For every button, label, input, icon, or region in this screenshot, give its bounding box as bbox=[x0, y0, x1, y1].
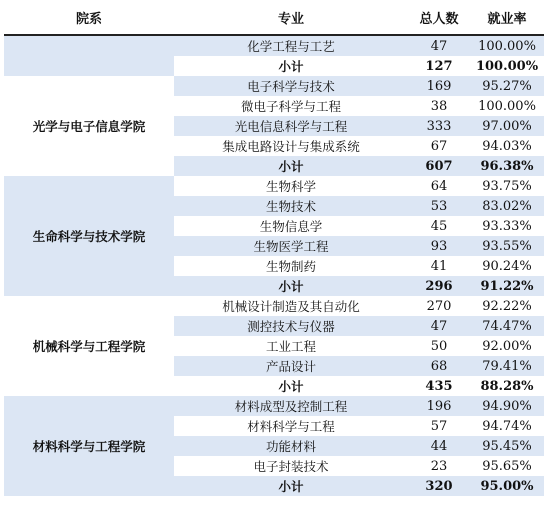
rate-cell: 100.00% bbox=[478, 98, 536, 114]
header-college: 院系 bbox=[4, 0, 174, 35]
count-cell: 45 bbox=[430, 218, 448, 234]
major-cell: 产品设计 bbox=[174, 356, 408, 376]
major-cell: 电子科学与技术 bbox=[174, 76, 408, 96]
major-cell: 电子封装技术 bbox=[253, 459, 329, 474]
college-cell bbox=[4, 35, 174, 76]
count-cell: 68 bbox=[408, 356, 470, 376]
rate-cell: 79.41% bbox=[470, 356, 544, 376]
header-major: 专业 bbox=[174, 0, 408, 35]
count-cell: 296 bbox=[408, 276, 470, 296]
count-cell: 47 bbox=[408, 35, 470, 56]
count-cell: 320 bbox=[408, 476, 470, 496]
college-cell: 光学与电子信息学院 bbox=[32, 119, 146, 134]
rate-cell: 83.02% bbox=[470, 196, 544, 216]
major-cell: 生物医学工程 bbox=[174, 236, 408, 256]
count-cell: 270 bbox=[426, 298, 452, 314]
rate-cell: 100.00% bbox=[475, 58, 539, 74]
rate-cell: 92.00% bbox=[482, 338, 532, 354]
rate-cell: 90.24% bbox=[482, 258, 532, 274]
major-cell: 小计 bbox=[174, 156, 408, 176]
count-cell: 53 bbox=[408, 196, 470, 216]
count-cell: 196 bbox=[408, 396, 470, 416]
major-cell: 生物科学 bbox=[265, 179, 316, 194]
count-cell: 333 bbox=[408, 116, 470, 136]
count-cell: 47 bbox=[408, 316, 470, 336]
count-cell: 67 bbox=[430, 138, 448, 154]
rate-cell: 95.00% bbox=[470, 476, 544, 496]
rate-cell: 93.33% bbox=[482, 218, 532, 234]
college-cell: 生命科学与技术学院 bbox=[4, 176, 174, 296]
count-cell: 127 bbox=[425, 58, 453, 74]
major-cell: 生物技术 bbox=[174, 196, 408, 216]
header-rate: 就业率 bbox=[470, 0, 544, 35]
major-cell: 小计 bbox=[174, 476, 408, 496]
table-row bbox=[4, 296, 544, 316]
major-cell: 微电子科学与工程 bbox=[240, 99, 341, 114]
table-row bbox=[4, 396, 544, 416]
college-cell: 机械科学与工程学院 bbox=[32, 339, 146, 354]
major-cell: 工业工程 bbox=[265, 339, 316, 354]
count-cell: 23 bbox=[430, 458, 448, 474]
rate-cell: 94.74% bbox=[482, 418, 532, 434]
major-cell: 小计 bbox=[278, 59, 304, 74]
major-cell: 光电信息科学与工程 bbox=[174, 116, 408, 136]
count-cell: 44 bbox=[408, 436, 470, 456]
college-cell: 材料科学与工程学院 bbox=[4, 396, 174, 496]
table-body bbox=[4, 35, 544, 496]
count-cell: 38 bbox=[430, 98, 448, 114]
major-cell: 集成电路设计与集成系统 bbox=[222, 139, 360, 154]
count-cell: 607 bbox=[408, 156, 470, 176]
rate-cell: 97.00% bbox=[470, 116, 544, 136]
table-row bbox=[4, 176, 544, 196]
major-cell: 生物信息学 bbox=[259, 219, 323, 234]
count-cell: 50 bbox=[430, 338, 448, 354]
header-count: 总人数 bbox=[408, 0, 470, 35]
employment-table bbox=[4, 0, 544, 496]
count-cell: 41 bbox=[430, 258, 448, 274]
major-cell: 材料科学与工程 bbox=[247, 419, 335, 434]
rate-cell: 93.55% bbox=[470, 236, 544, 256]
count-cell: 93 bbox=[408, 236, 470, 256]
table-header bbox=[4, 0, 544, 35]
major-cell: 功能材料 bbox=[174, 436, 408, 456]
table-row bbox=[4, 35, 544, 56]
rate-cell: 92.22% bbox=[482, 298, 532, 314]
count-cell: 169 bbox=[408, 76, 470, 96]
major-cell: 材料成型及控制工程 bbox=[174, 396, 408, 416]
major-cell: 化学工程与工艺 bbox=[174, 35, 408, 56]
rate-cell: 88.28% bbox=[480, 378, 534, 394]
rate-cell: 95.65% bbox=[482, 458, 532, 474]
major-cell: 小计 bbox=[174, 276, 408, 296]
major-cell: 机械设计制造及其自动化 bbox=[222, 299, 360, 314]
rate-cell: 93.75% bbox=[482, 178, 532, 194]
count-cell: 57 bbox=[430, 418, 448, 434]
rate-cell: 100.00% bbox=[470, 35, 544, 56]
rate-cell: 74.47% bbox=[470, 316, 544, 336]
major-cell: 生物制药 bbox=[265, 259, 316, 274]
rate-cell: 94.03% bbox=[482, 138, 532, 154]
rate-cell: 91.22% bbox=[470, 276, 544, 296]
major-cell: 测控技术与仪器 bbox=[174, 316, 408, 336]
count-cell: 435 bbox=[425, 378, 453, 394]
rate-cell: 95.27% bbox=[470, 76, 544, 96]
rate-cell: 96.38% bbox=[470, 156, 544, 176]
table-row bbox=[4, 76, 544, 96]
count-cell: 64 bbox=[430, 178, 448, 194]
rate-cell: 94.90% bbox=[470, 396, 544, 416]
major-cell: 小计 bbox=[278, 379, 304, 394]
rate-cell: 95.45% bbox=[470, 436, 544, 456]
